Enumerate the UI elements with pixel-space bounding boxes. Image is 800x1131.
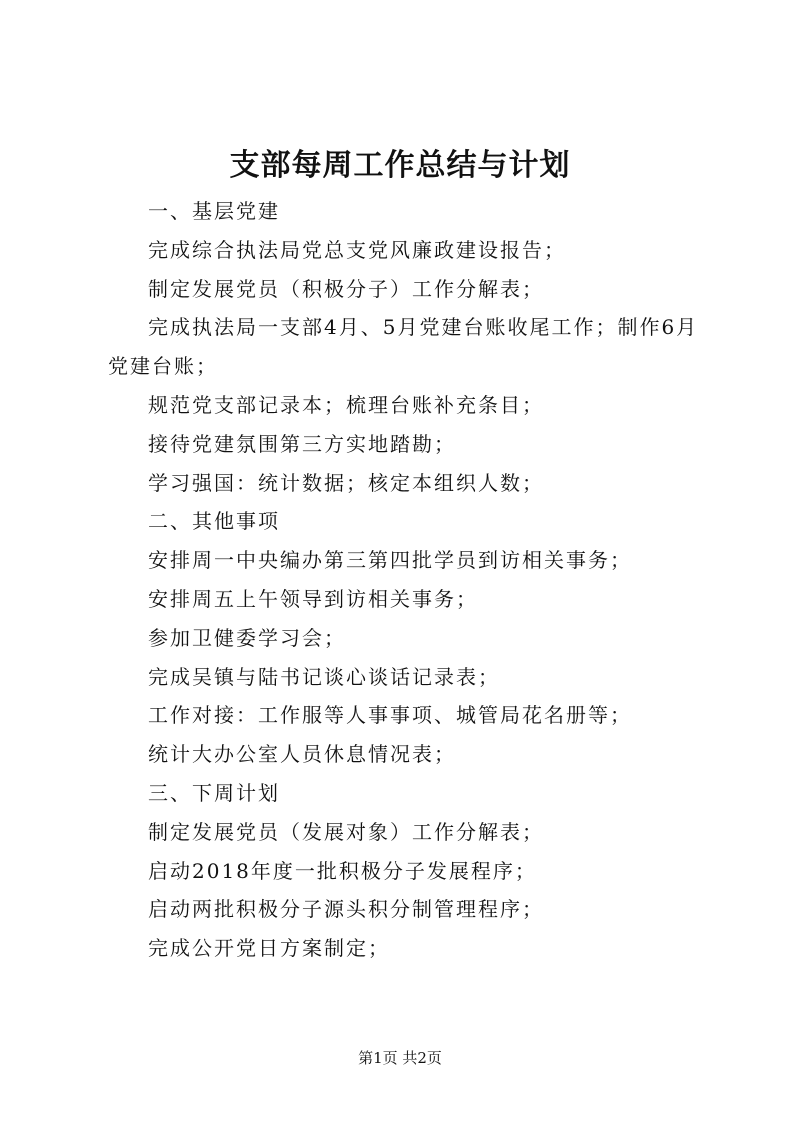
paragraph: 接待党建氛围第三方实地踏勘； <box>148 431 456 456</box>
paragraph: 安排周一中央编办第三第四批学员到访相关事务； <box>148 548 632 573</box>
paragraph: 完成执法局一支部4月、5月党建台账收尾工作；制作6月党建台账； <box>108 315 699 379</box>
section-heading: 一、基层党建 <box>148 199 280 223</box>
paragraph: 启动两批积极分子源头积分制管理程序； <box>148 897 544 922</box>
paragraph: 制定发展党员（发展对象）工作分解表； <box>148 819 544 844</box>
paragraph: 制定发展党员（积极分子）工作分解表； <box>148 276 544 301</box>
paragraph: 学习强国：统计数据；核定本组织人数； <box>148 470 544 495</box>
document-body <box>108 192 708 968</box>
paragraph: 参加卫健委学习会； <box>148 625 346 650</box>
paragraph: 完成公开党日方案制定； <box>148 936 390 961</box>
paragraph: 启动2018年度一批积极分子发展程序； <box>148 858 537 883</box>
paragraph: 完成吴镇与陆书记谈心谈话记录表； <box>148 664 500 689</box>
section-heading: 二、其他事项 <box>148 509 280 534</box>
paragraph: 完成综合执法局党总支党风廉政建设报告； <box>148 237 566 262</box>
page-number-footer: 第1页 共2页 <box>358 1049 442 1067</box>
paragraph: 安排周五上午领导到访相关事务； <box>148 586 478 611</box>
section-heading: 三、下周计划 <box>148 780 280 805</box>
paragraph: 统计大办公室人员休息情况表； <box>148 742 456 767</box>
paragraph: 工作对接：工作服等人事事项、城管局花名册等； <box>148 703 632 728</box>
paragraph: 规范党支部记录本；梳理台账补充条目； <box>148 392 544 417</box>
document-title: 支部每周工作总结与计划 <box>229 148 571 183</box>
